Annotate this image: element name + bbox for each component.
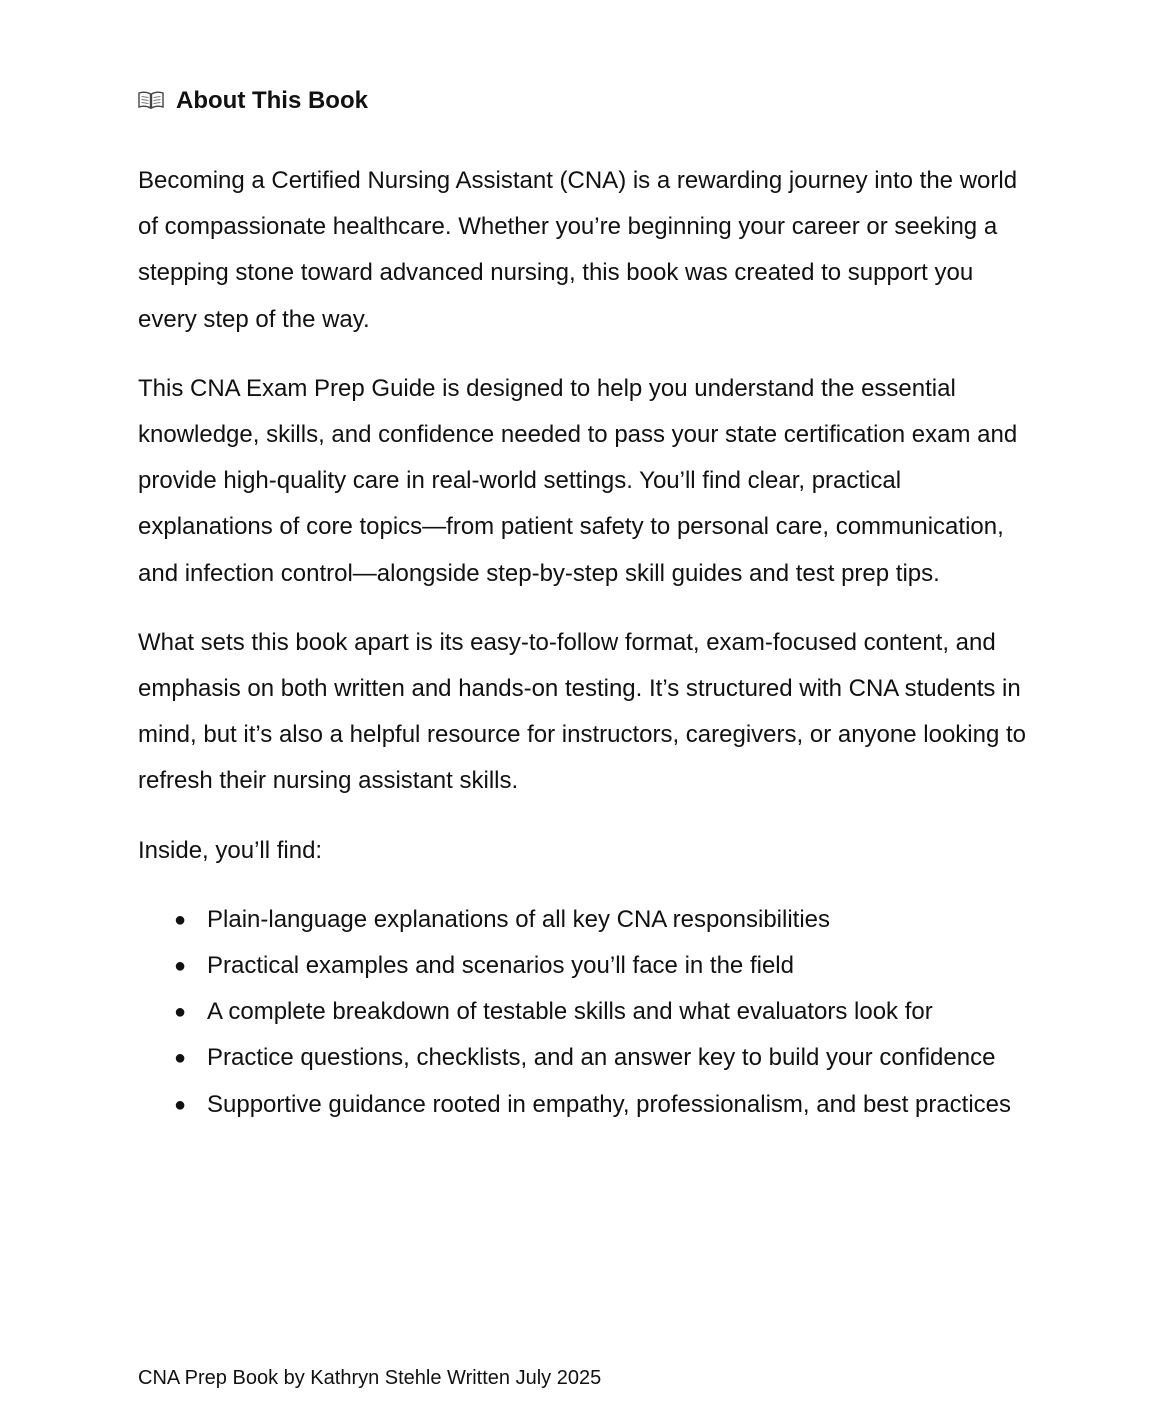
bullet-icon: ●: [174, 955, 187, 978]
list-item-text: Plain-language explanations of all key CNA responsibilities: [207, 905, 831, 933]
list-item: [138, 897, 1038, 943]
section-heading: [138, 84, 1038, 118]
bullet-icon: ●: [174, 908, 187, 931]
paragraph-what-sets-apart: What sets this book apart is its easy-to-follow format, exam-focused content, and emphasis on both written and hands-on testing. It’s structured with CNA students in mind, but it’s also a helpful resource for instructors, caregivers, or anyone looking to refresh their nursing assistant skills.: [138, 628, 1026, 795]
list-item: [138, 943, 1038, 989]
open-book-icon: [138, 90, 164, 110]
paragraph-guide-purpose: This CNA Exam Prep Guide is designed to help you understand the essential knowledge, skills, and confidence needed to pass your state certification exam and provide high-quality care in real-world settings. You’ll find clear, practical explanations of core topics—from patient safety to personal care, communication, and infection control—alongside step-by-step skill guides and test prep tips.: [138, 374, 1018, 587]
section-title: About This Book: [176, 87, 368, 114]
list-item-text: A complete breakdown of testable skills and what evaluators look for: [207, 998, 933, 1026]
list-item: [138, 1035, 1038, 1081]
paragraph-inside-intro: Inside, you’ll find:: [138, 836, 323, 864]
list-item: [138, 989, 1038, 1035]
page-footer: CNA Prep Book by Kathryn Stehle Written July 2025: [138, 1367, 602, 1389]
list-item: [138, 1082, 1038, 1128]
document-body: [138, 84, 1038, 1128]
bullet-icon: ●: [174, 1047, 187, 1070]
paragraph-intro: Becoming a Certified Nursing Assistant (CNA) is a rewarding journey into the world of compassionate healthcare. Whether you’re beginning your career or seeking a stepping stone toward advanced nursing, this book was created to support you every step of the way.: [138, 167, 1018, 333]
bullet-icon: ●: [174, 1093, 187, 1116]
bullet-icon: ●: [174, 1001, 187, 1024]
list-item-text: Supportive guidance rooted in empathy, professionalism, and best practices: [207, 1090, 1012, 1118]
features-list: [138, 897, 1038, 1128]
list-item-text: Practice questions, checklists, and an answer key to build your confidence: [207, 1044, 996, 1072]
list-item-text: Practical examples and scenarios you’ll face in the field: [207, 952, 794, 980]
